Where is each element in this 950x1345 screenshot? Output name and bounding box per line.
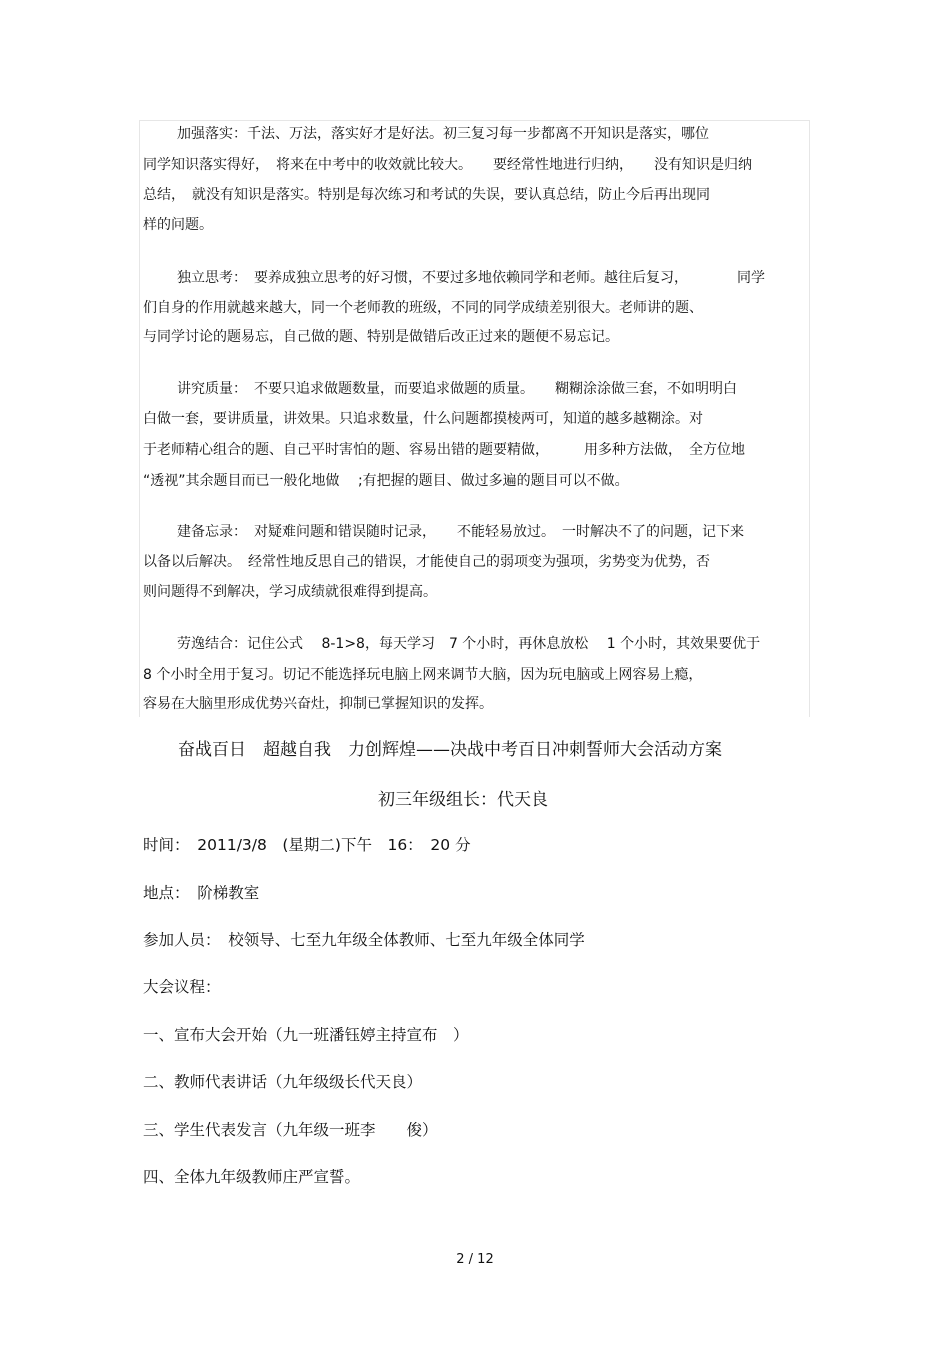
plan-agenda-heading: 大会议程： (143, 978, 221, 996)
tip-3-line-2: 白做一套，要讲质量，讲效果。只追求数量，什么问题都摸棱两可，知道的越多越糊涂。对 (143, 411, 703, 427)
tip-5-line-2: 8 个小时全用于复习。切记不能选择玩电脑上网来调节大脑，因为玩电脑或上网容易上瘾， (143, 667, 703, 683)
plan-location: 地点： 阶梯教室 (143, 884, 260, 902)
tip-2-line-1: 独立思考： 要养成独立思考的好习惯，不要过多地依赖同学和老师。越往后复习， 同学 (177, 270, 765, 286)
tip-5-line-3: 容易在大脑里形成优势兴奋灶，抑制已掌握知识的发挥。 (143, 696, 493, 712)
tip-3-line-3: 于老师精心组合的题、自己平时害怕的题、容易出错的题要精做， 用多种方法做， 全方位地 (143, 442, 745, 458)
plan-time: 时间： 2011/3/8 (星期二)下午 16： 20 分 (143, 836, 471, 854)
tip-4-line-1: 建备忘录： 对疑难问题和错误随时记录， 不能轻易放过。 一时解决不了的问题，记下来 (177, 524, 744, 540)
tip-4-line-3: 则问题得不到解决，学习成绩就很难得到提高。 (143, 584, 437, 600)
plan-agenda-item-4: 四、全体九年级教师庄严宣誓。 (143, 1168, 361, 1186)
tip-3-line-1: 讲究质量： 不要只追求做题数量，而要追求做题的质量。 糊糊涂涂做三套，不如明明白 (177, 381, 737, 397)
tip-1-line-1: 加强落实：千法、万法，落实好才是好法。初三复习每一步都离不开知识是落实，哪位 (177, 126, 709, 142)
plan-agenda-item-2: 二、教师代表讲话（九年级级长代天良） (143, 1073, 423, 1091)
plan-title: 奋战百日 超越自我 力创辉煌——决战中考百日冲刺誓师大会活动方案 (178, 740, 722, 760)
tip-2-line-2: 们自身的作用就越来越大，同一个老师教的班级，不同的同学成绩差别很大。老师讲的题、 (143, 300, 703, 316)
plan-author: 初三年级组长：代天良 (378, 790, 548, 810)
plan-agenda-item-3: 三、学生代表发言（九年级一班李 俊） (143, 1121, 438, 1139)
tip-1-line-3: 总结， 就没有知识是落实。特别是每次练习和考试的失误，要认真总结，防止今后再出现同 (143, 187, 710, 203)
plan-agenda-item-1: 一、宣布大会开始（九一班潘钰婷主持宣布 ） (143, 1026, 469, 1044)
page-number: 2 / 12 (456, 1252, 494, 1267)
tip-1-line-4: 样的问题。 (143, 217, 213, 233)
tip-1-line-2: 同学知识落实得好， 将来在中考中的收效就比较大。 要经常性地进行归纳， 没有知识是归纳 (143, 157, 752, 173)
tip-4-line-2: 以备以后解决。 经常性地反思自己的错误，才能使自己的弱项变为强项，劣势变为优势，否 (143, 554, 710, 570)
tip-5-line-1: 劳逸结合：记住公式 8-1>8，每天学习 7 个小时，再休息放松 1 个小时，其效果要优于 (177, 636, 761, 652)
tip-3-line-4: “透视”其余题目而已一般化地做 ;有把握的题目、做过多遍的题目可以不做。 (143, 473, 629, 489)
tip-2-line-3: 与同学讨论的题易忘，自己做的题、特别是做错后改正过来的题便不易忘记。 (143, 329, 619, 345)
plan-attendees: 参加人员： 校领导、七至九年级全体教师、七至九年级全体同学 (143, 931, 585, 949)
